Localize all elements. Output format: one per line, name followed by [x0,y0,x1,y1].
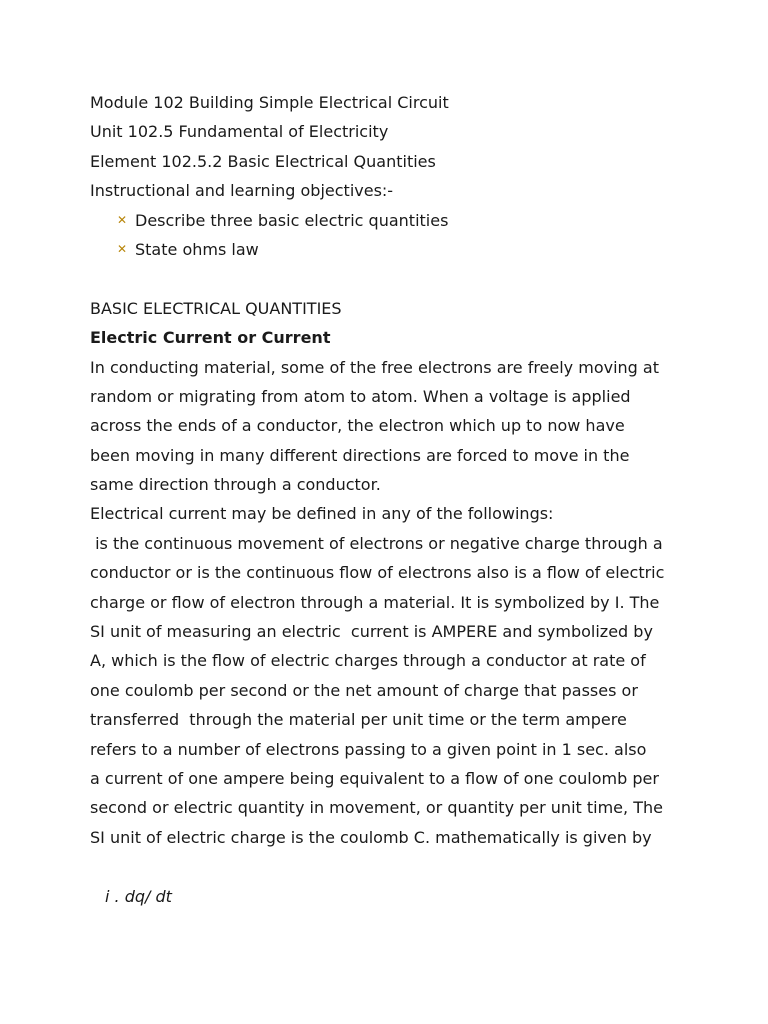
paragraph-line: SI unit of measuring an electric current is AMPERE and symbolized by [90,622,653,642]
objective-text: Describe three basic electric quantities [135,210,449,230]
paragraph-line: refers to a number of electrons passing to a given point in 1 sec. also [90,739,647,759]
paragraph-line: been moving in many different directions are forced to move in the [90,445,630,465]
paragraph-line: charge or flow of electron through a material. It is symbolized by I. The [90,592,660,612]
x-bullet-icon: ✕ [117,241,128,256]
objective-text: State ohms law [135,239,259,259]
section-title: BASIC ELECTRICAL QUANTITIES [90,298,342,318]
spacer [90,264,690,293]
spacer [90,852,690,881]
element-title: Element 102.5.2 Basic Electrical Quantities [90,151,436,171]
objectives-label: Instructional and learning objectives:- [90,181,394,201]
paragraph-2: Electrical current may be defined in any of the followings: [90,504,554,524]
x-bullet-icon: ✕ [117,212,128,227]
paragraph-line: In conducting material, some of the free electrons are freely moving at [90,357,659,377]
paragraph-line: conductor or is the continuous flow of electrons also is a flow of electric [90,563,665,583]
paragraph-line: random or migrating from atom to atom. When a voltage is applied [90,386,631,406]
paragraph-line: one coulomb per second or the net amount of charge that passes or [90,680,638,700]
subsection-title: Electric Current or Current [90,328,331,348]
objective-item [90,206,690,235]
paragraph-line: A, which is the flow of electric charges through a conductor at rate of [90,651,646,671]
paragraph-line: same direction through a conductor. [90,475,381,495]
unit-title: Unit 102.5 Fundamental of Electricity [90,122,389,142]
paragraph-3 [90,529,690,852]
module-title: Module 102 Building Simple Electrical Circuit [90,93,449,112]
paragraph-line: second or electric quantity in movement, or quantity per unit time, The [90,798,663,818]
paragraph-line: a current of one ampere being equivalent to a flow of one coulomb per [90,768,659,788]
objective-item [90,235,690,264]
current-formula: i . dq/ dt [105,886,172,906]
document-page [90,88,690,911]
paragraph-1 [90,353,690,500]
paragraph-line: transferred through the material per unit time or the term ampere [90,710,627,730]
paragraph-line: is the continuous movement of electrons or negative charge through a [90,533,663,553]
objectives-list [90,206,690,265]
paragraph-line: across the ends of a conductor, the electron which up to now have [90,416,625,436]
paragraph-line: SI unit of electric charge is the coulomb C. mathematically is given by [90,827,652,847]
